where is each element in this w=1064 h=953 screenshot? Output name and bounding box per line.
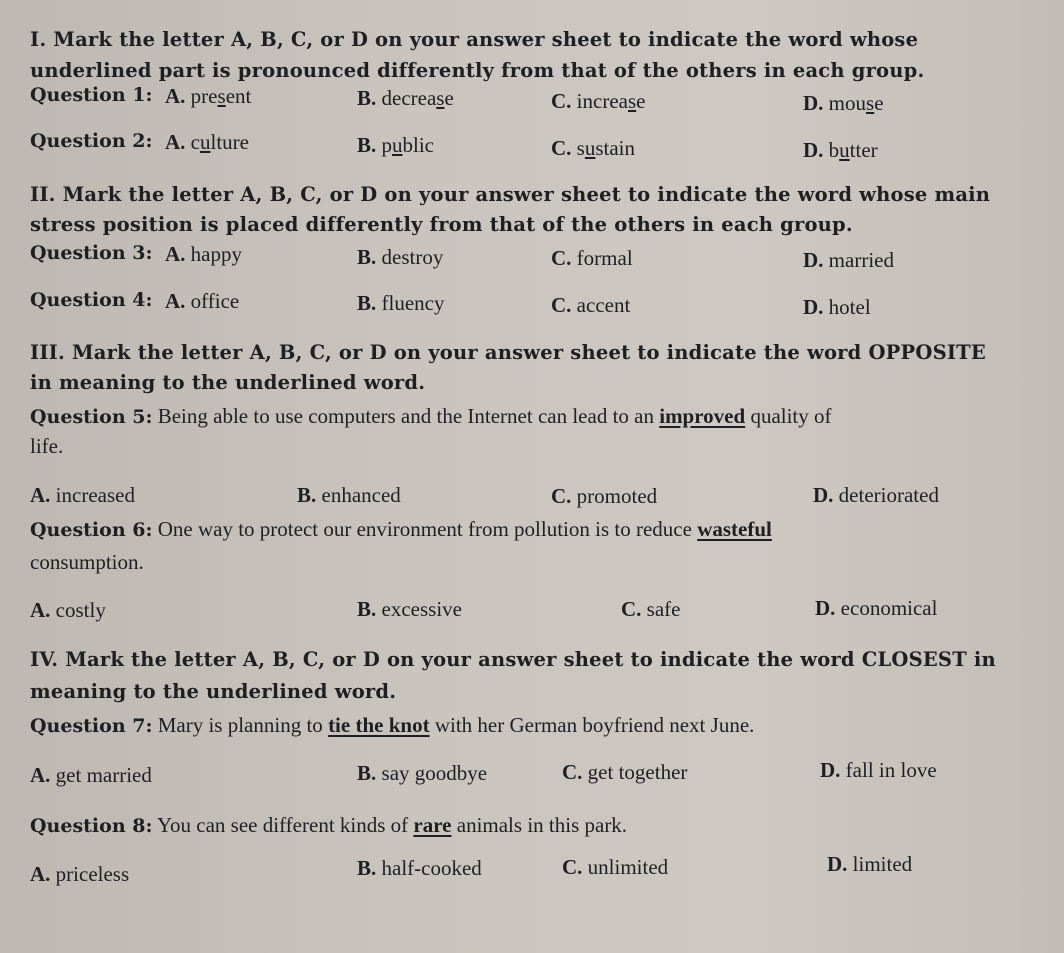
section-4-heading-line-2: meaning to the underlined word. (30, 680, 397, 703)
question-2-label: Question 2: (30, 130, 153, 152)
question-8-option-c[interactable] (562, 855, 668, 880)
question-8-stem (30, 813, 627, 838)
option-text: accent (576, 293, 631, 317)
option-text-pre: s (576, 136, 585, 160)
option-text-post: e (636, 89, 646, 113)
section-4-heading-line-1: IV. Mark the letter A, B, C, or D on your answer sheet to indicate the word CLOSEST in (30, 648, 996, 671)
section-1-heading-line-2: underlined part is pronounced differently from that of the others in each group. (30, 59, 925, 82)
option-text: costly (55, 598, 106, 622)
question-5-label: Question 5: (30, 406, 153, 428)
option-letter: B. (357, 291, 377, 315)
question-1-option-d[interactable] (803, 91, 884, 116)
option-letter: B. (357, 133, 377, 157)
option-underlined-part: s (866, 91, 875, 115)
option-letter: C. (551, 89, 572, 113)
option-letter: D. (820, 758, 841, 782)
question-1-option-c[interactable] (551, 89, 645, 114)
question-4-option-d[interactable] (803, 295, 871, 320)
question-8-option-a[interactable] (30, 862, 129, 887)
option-text: married (828, 248, 894, 272)
question-4-label: Question 4: (30, 289, 153, 311)
option-letter: C. (562, 760, 583, 784)
question-8-option-d[interactable] (827, 852, 912, 877)
question-4-option-b[interactable] (357, 291, 445, 316)
question-5-stem (30, 404, 832, 429)
option-text-pre: increa (576, 89, 628, 113)
option-text-post: stain (595, 136, 636, 160)
option-letter: D. (803, 91, 824, 115)
option-letter: D. (815, 596, 836, 620)
option-letter: A. (165, 84, 186, 108)
option-letter: D. (803, 295, 824, 319)
question-6-option-b[interactable] (357, 597, 462, 622)
question-3-option-c[interactable] (551, 246, 633, 271)
option-letter: C. (621, 597, 642, 621)
question-6-option-c[interactable] (621, 597, 680, 622)
question-8-text-pre: You can see different kinds of (156, 813, 409, 837)
question-4-option-c[interactable] (551, 293, 630, 318)
option-letter: D. (813, 483, 834, 507)
section-1-heading-line-1: I. Mark the letter A, B, C, or D on your answer sheet to indicate the word whose (30, 28, 919, 51)
question-5-option-a[interactable] (30, 483, 135, 508)
question-5-option-b[interactable] (297, 483, 401, 508)
question-7-option-c[interactable] (562, 760, 687, 785)
option-text-pre: mou (828, 91, 867, 115)
question-8-text-post: animals in this park. (456, 813, 628, 837)
option-text: priceless (55, 862, 130, 886)
question-3-option-a[interactable] (165, 242, 242, 267)
question-7-label: Question 7: (30, 715, 153, 737)
question-7-text-post: with her German boyfriend next June. (434, 713, 755, 737)
option-letter: B. (357, 856, 377, 880)
question-4-option-a[interactable] (165, 289, 239, 314)
question-6-text-pre: One way to protect our environment from pollution is to reduce (157, 517, 692, 541)
option-letter: A. (30, 862, 51, 886)
option-letter: B. (357, 597, 377, 621)
option-letter: B. (357, 245, 377, 269)
section-3-heading-line-2: in meaning to the underlined word. (30, 371, 426, 394)
question-2-option-d[interactable] (803, 138, 878, 163)
option-letter: A. (30, 763, 51, 787)
option-text-post: tter (849, 138, 878, 162)
option-text-post: e (874, 91, 884, 115)
option-letter: A. (165, 130, 186, 154)
option-text-pre: decrea (381, 86, 437, 110)
question-2-option-a[interactable] (165, 130, 249, 155)
option-text: safe (646, 597, 681, 621)
option-underlined-part: u (584, 136, 596, 160)
question-3-label: Question 3: (30, 242, 153, 264)
section-3-heading-line-1: III. Mark the letter A, B, C, or D on your answer sheet to indicate the word OPPOSITE (30, 341, 986, 364)
question-5-text-pre: Being able to use computers and the Internet can lead to an (157, 404, 654, 428)
question-5-option-c[interactable] (551, 484, 657, 509)
question-2-option-c[interactable] (551, 136, 635, 161)
option-letter: D. (803, 248, 824, 272)
option-letter: B. (357, 86, 377, 110)
option-letter: B. (357, 761, 377, 785)
option-letter: A. (165, 289, 186, 313)
section-2-heading-line-2: stress position is placed differently from that of the others in each group. (30, 213, 853, 236)
option-text: economical (840, 596, 938, 620)
option-text-post: lture (210, 130, 249, 154)
option-text-pre: b (828, 138, 840, 162)
question-5-underlined-word: improved (659, 404, 746, 428)
question-7-option-b[interactable] (357, 761, 487, 786)
question-6-label: Question 6: (30, 519, 153, 541)
option-letter: C. (551, 246, 572, 270)
option-text-pre: pre (190, 84, 218, 108)
question-5-text-post: quality of (750, 404, 832, 428)
option-letter: C. (562, 855, 583, 879)
option-letter: D. (803, 138, 824, 162)
question-6-option-d[interactable] (815, 596, 937, 621)
option-letter: C. (551, 293, 572, 317)
option-letter: A. (30, 483, 51, 507)
section-2-heading-line-1: II. Mark the letter A, B, C, or D on your answer sheet to indicate the word whose main (30, 183, 991, 206)
question-8-label: Question 8: (30, 815, 153, 837)
option-text: enhanced (321, 483, 401, 507)
option-text-pre: p (381, 133, 393, 157)
question-5-stem-line-2: life. (30, 434, 64, 458)
option-text: office (190, 289, 240, 313)
option-letter: A. (30, 598, 51, 622)
question-7-option-d[interactable] (820, 758, 937, 783)
option-text: get together (587, 760, 688, 784)
question-3-option-b[interactable] (357, 245, 443, 270)
question-6-stem (30, 517, 772, 542)
option-text: increased (55, 483, 135, 507)
option-text: excessive (381, 597, 462, 621)
question-8-underlined-word: rare (413, 813, 452, 837)
option-text: formal (576, 246, 633, 270)
option-text: limited (852, 852, 913, 876)
question-8-option-b[interactable] (357, 856, 482, 881)
question-5-option-d[interactable] (813, 483, 939, 508)
option-text: hotel (828, 295, 871, 319)
question-6-stem-line-2: consumption. (30, 550, 144, 574)
option-underlined-part: s (217, 84, 226, 108)
option-text-post: blic (402, 133, 435, 157)
option-text: destroy (381, 245, 444, 269)
option-text: say goodbye (381, 761, 488, 785)
option-text: fluency (381, 291, 445, 315)
option-letter: D. (827, 852, 848, 876)
option-text: happy (190, 242, 242, 266)
option-underlined-part: s (436, 86, 445, 110)
option-letter: C. (551, 484, 572, 508)
option-text: deteriorated (838, 483, 939, 507)
option-underlined-part: u (200, 130, 211, 154)
option-underlined-part: u (839, 138, 850, 162)
question-1-option-a[interactable] (165, 84, 251, 109)
question-6-underlined-word: wasteful (697, 517, 772, 541)
question-7-text-pre: Mary is planning to (157, 713, 323, 737)
question-7-underlined-phrase: tie the knot (328, 713, 430, 737)
question-2-option-b[interactable] (357, 133, 434, 158)
question-1-label: Question 1: (30, 84, 153, 106)
option-letter: B. (297, 483, 317, 507)
question-6-option-a[interactable] (30, 598, 106, 623)
question-7-stem (30, 713, 754, 738)
option-text: get married (55, 763, 152, 787)
option-text-pre: c (190, 130, 200, 154)
option-text: promoted (576, 484, 658, 508)
question-3-option-d[interactable] (803, 248, 894, 273)
option-letter: C. (551, 136, 572, 160)
option-text: fall in love (845, 758, 937, 782)
option-text-post: e (444, 86, 454, 110)
question-1-option-b[interactable] (357, 86, 454, 111)
option-text-post: ent (225, 84, 252, 108)
option-letter: A. (165, 242, 186, 266)
question-7-option-a[interactable] (30, 763, 152, 788)
option-underlined-part: s (627, 89, 637, 113)
option-underlined-part: u (392, 133, 403, 157)
option-text: unlimited (587, 855, 669, 879)
option-text: half-cooked (381, 856, 482, 880)
